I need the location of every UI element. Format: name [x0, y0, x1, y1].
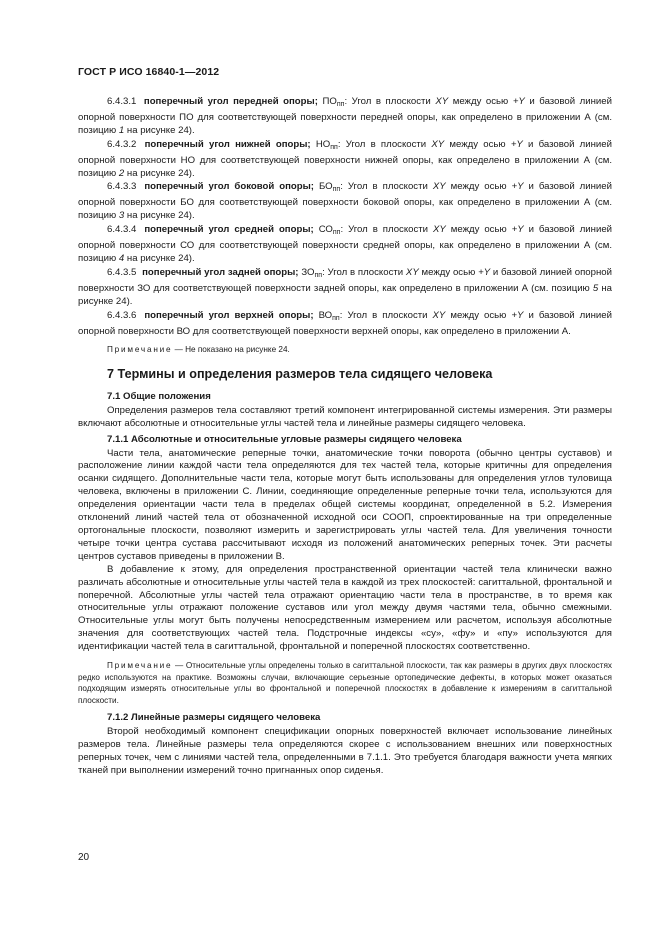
term-entry: [78, 310, 612, 339]
term-entry: [78, 139, 612, 181]
term-definition: Угол в плоскости XY между осью +Y и базовой линией опорной поверхности БО для соответствующей поверхности боковой опоры, как определено в приложении А (см. позицию 3 на рисунке 24).: [78, 181, 612, 222]
document-header: ГОСТ Р ИСО 16840-1—2012: [78, 66, 220, 78]
subsection-heading: 7.1 Общие положения: [107, 390, 211, 402]
term-definition: Угол в плоскости XY между осью +Y и базовой линией опорной поверхности НО для соответствующей поверхности нижней опоры, как определено в приложении А (см. позицию 2 на рисунке 24).: [78, 138, 612, 179]
term-abbreviation: $ПО_{пп}$:: [322, 96, 348, 108]
term-number: 6.4.3.5: [107, 266, 137, 278]
section-heading: 7 Термины и определения размеров тела сидящего человека: [107, 367, 493, 381]
term-number: 6.4.3.3: [107, 181, 137, 193]
paragraph: В добавление к этому, для определения пространственной ориентации частей тела клинически важно различать абсолютные и относительные углы частей тела в каждой из трех плоскостей: сагиттальной, фронтальной и поперечной. Абсолютные углы частей тела отражают ориентацию части тела в пространстве, в то время как относительные углы отражают положение суставов или угол между двумя частями тела, обычно смежными. Относительные углы могут быть получены непосредственным измерением или расчетом, используя абсолютные значения для соответствующих частей тела. Подстрочные индексы «су», «фу» и «пу» используются для идентификации частей тела в сагиттальной, фронтальной и поперечной плоскостях соответственно.: [78, 563, 612, 653]
term-definition: Угол в плоскости XY между осью +Y и базовой линией опорной поверхности ЗО для соответствующей поверхности задней опоры, как определено в приложении А (см. позицию 5 на рисунке 24).: [78, 266, 612, 307]
term-title: поперечный угол боковой опоры;: [144, 181, 314, 193]
note-text: — Не показано на рисунке 24.: [172, 345, 290, 355]
term-title: поперечный угол нижней опоры;: [144, 138, 311, 150]
note-label: Примечание: [107, 661, 173, 671]
term-title: поперечный угол передней опоры;: [143, 96, 318, 107]
page-number: 20: [78, 852, 90, 863]
note-text: — Относительные углы определены только в сагиттальной плоскости, так как размеры в других двух плоскостях редко используются на практике. Возможны случаи, включающие серьезные ортопедические дефекты, в которых может оказаться подходящим измерять относительные углы во фронтальной и поперечной плоскостях в добавление к измерениям в сагиттальной плоскости.: [78, 661, 612, 705]
term-entry: [78, 181, 612, 223]
term-entry: [78, 267, 612, 309]
document-body: [78, 96, 612, 778]
subsubsection-heading: 7.1.1 Абсолютные и относительные угловые размеры сидящего человека: [107, 433, 462, 445]
term-number: 6.4.3.1: [107, 96, 137, 107]
term-number: 6.4.3.4: [107, 224, 137, 236]
note-label: Примечание: [107, 345, 173, 355]
term-abbreviation: $ВО_{пп}$:: [318, 309, 343, 322]
term-abbreviation: $БО_{пп}$:: [318, 181, 343, 194]
term-abbreviation: $НО_{пп}$:: [315, 138, 341, 151]
term-abbreviation: $ЗО_{пп}$:: [301, 266, 325, 279]
term-number: 6.4.3.2: [107, 138, 137, 150]
terms-list: [78, 96, 612, 338]
paragraph: Части тела, анатомические реперные точки, анатомические точки поворота (обычно центры суставов) и расположение линии каждой части тела определяются для тех частей тела, которые критичны для определения осанки сидящего. Дополнительные части тела, которые могут быть использованы для определения углов туловища человека, включены в приложении С. Линии, соединяющие определенные реперные точки тела, используются для определения ориентации части тела в пределах общей системы координат, определенной в 5.2. Измерения отклонений линий частей тела от обозначенной исходной оси СООП, спроектированные на три определенные ортогональные плоскости, позволяют измерить и зарегистрировать углы частей тела. Для увеличения точности четыре точки центра сустава рассчитывают исходя из положений анатомических реперных точек. Эти расчеты центров суставов приведены в приложении В.: [78, 447, 612, 562]
term-definition: Угол в плоскости XY между осью +Y и базовой линией опорной поверхности СО для соответствующей поверхности средней опоры, как определено в приложении А (см. позицию 4 на рисунке 24).: [78, 224, 613, 264]
paragraph: Определения размеров тела составляют третий компонент интегрированной системы измерения. Эти размеры включают абсолютные и относительные углы частей тела и линейные размеры сидящего человека.: [78, 404, 612, 429]
term-entry: [78, 224, 612, 266]
paragraph: Второй необходимый компонент спецификации опорных поверхностей включает использование линейных размеров тела. Линейные размеры тела определяются скорее с использованием внешних или поверхностных реперных точек, чем с линиями частей тела, определенными в 7.1.1. Это требуется благодаря важности учета мягких тканей при выполнении измерений точно пригнанных опор сиденья.: [78, 726, 612, 777]
term-entry: [78, 96, 612, 138]
term-definition: Угол в плоскости XY между осью +Y и базовой линией опорной поверхности ВО для соответствующей поверхности верхней опоры, как определено в приложении А.: [78, 309, 612, 337]
note: [78, 344, 612, 356]
term-title: поперечный угол средней опоры;: [144, 224, 314, 236]
subsubsection-heading: 7.1.2 Линейные размеры сидящего человека: [107, 712, 321, 724]
term-definition: Угол в плоскости XY между осью +Y и базовой линией опорной поверхности ПО для соответствующей поверхности передней опоры, как определено в приложении А (см. позицию 1 на рисунке 24).: [78, 96, 612, 136]
term-title: поперечный угол верхней опоры;: [144, 309, 314, 321]
term-number: 6.4.3.6: [107, 309, 137, 321]
term-title: поперечный угол задней опоры;: [142, 266, 299, 278]
note: [78, 660, 612, 706]
term-abbreviation: $СО_{пп}$:: [318, 224, 344, 237]
